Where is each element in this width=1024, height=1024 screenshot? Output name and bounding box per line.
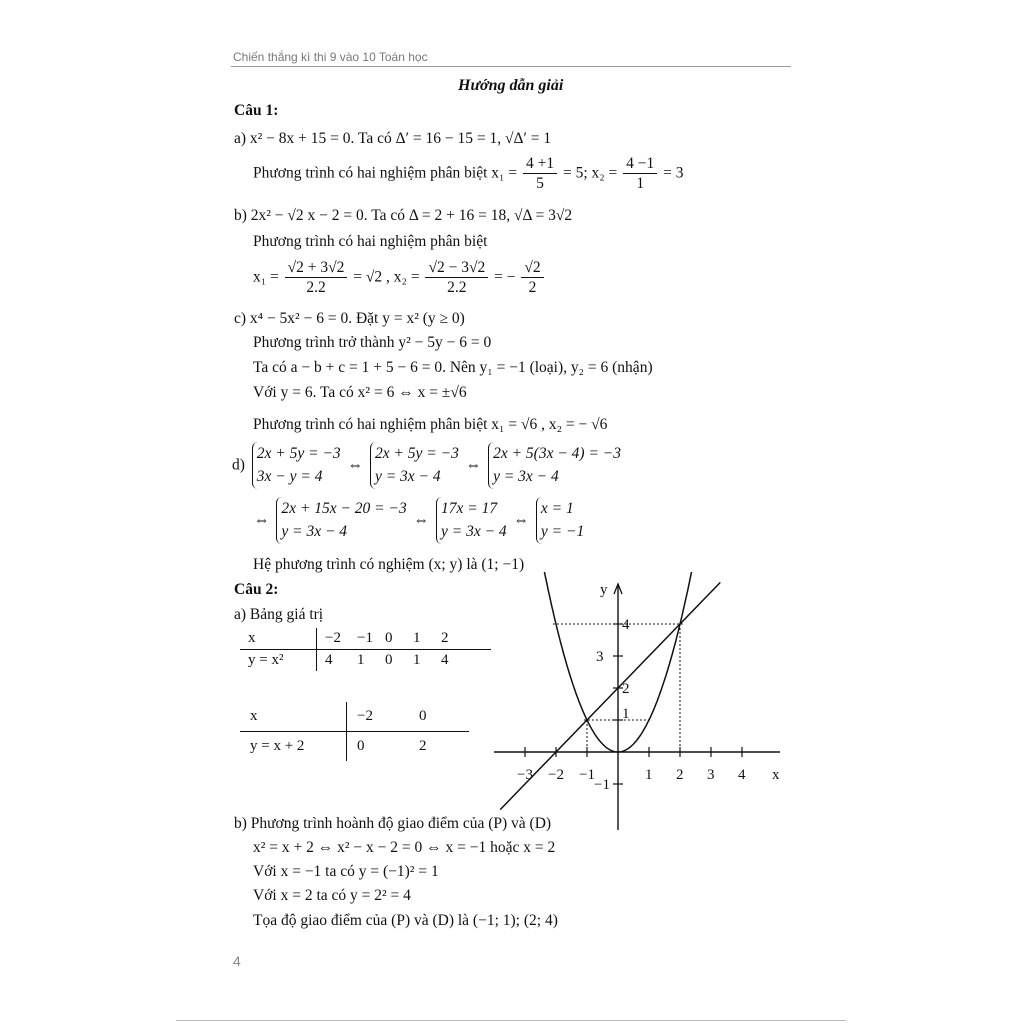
x-tick-label: 2 [676, 767, 684, 783]
axes [494, 584, 780, 830]
table-cell: 0 [419, 708, 427, 724]
cau2-label: Câu 2: [234, 581, 279, 598]
x-tick-label: −2 [548, 767, 564, 783]
equivalence-symbol: ⇔ [254, 511, 270, 529]
system-of-equations: 2x + 5y = −3 y = 3x − 4 [370, 442, 459, 489]
fraction: $\frac{√2 - 3√2}{2.2}$ [425, 258, 488, 298]
cau2-b-line4: Với x = 2 ta có y = 2² = 4 [253, 887, 411, 904]
cau1-d-row1 [232, 442, 624, 489]
y-tick-label: 1 [622, 706, 630, 722]
cau1-a-text: a) x² − 8x + 15 = 0. Ta có Δ′ = 16 − 15 = 1, [234, 130, 502, 147]
cau1-b-roots [253, 258, 546, 298]
table-cell: −2 [317, 628, 358, 650]
tick-labels [517, 582, 780, 793]
system-of-equations: x = 1 y = −1 [536, 497, 584, 544]
table-cell: 1 [413, 630, 421, 646]
cau1-b-intro: Phương trình có hai nghiệm phân biệt [253, 233, 488, 250]
y-axis-label: y [600, 582, 608, 598]
table-header-x: x [250, 708, 258, 724]
cau1-c-line1: Phương trình trở thành y² − 5y − 6 = 0 [253, 334, 492, 351]
graph-parabola-line [488, 572, 788, 834]
series [500, 572, 720, 810]
cau1-c-line2: Ta có a − b + c = 1 + 5 − 6 = 0. Nên y₁ = −1 (loại), y₂ = 6 (nhận) [253, 359, 653, 376]
cau1-a-intro: Phương trình có hai nghiệm phân biệt x₁ = [253, 164, 518, 182]
x-tick-label: 4 [738, 767, 746, 783]
cau2-b-line3: Với x = −1 ta có y = (−1)² = 1 [253, 863, 439, 880]
cau1-d-label: d) [232, 456, 245, 474]
table-cell: 4 [317, 650, 358, 672]
equivalence-symbol: ⇔ [513, 511, 530, 529]
page-title: Hướng dẫn giải [458, 77, 564, 94]
y-tick-label: −1 [594, 777, 610, 793]
table-cell: 0 [347, 732, 420, 762]
table-cell: −1 [357, 630, 373, 646]
system-of-equations: 2x + 15x − 20 = −3 y = 3x − 4 [276, 497, 406, 544]
cau1-label: Câu 1: [234, 102, 279, 119]
book-title: Chiến thắng kì thi 9 vào 10 Toán học [233, 50, 428, 64]
cau1-b-x1-result: = √2 , x₂ = [353, 268, 420, 286]
table-cell: 2 [441, 630, 449, 646]
line-y-x-plus-2 [500, 582, 720, 809]
table-cell: 2 [419, 738, 427, 754]
table-cell: 1 [413, 652, 421, 668]
table-header-y: y = x + 2 [250, 738, 305, 754]
cau1-d-row2 [254, 497, 587, 544]
footer-rule [176, 1020, 846, 1021]
fraction: $\frac{4 -1}{1}$ [623, 154, 657, 194]
cau2-b-line5: Tọa độ giao điểm của (P) và (D) là (−1; 1); (2; 4) [253, 912, 558, 929]
cau1-c-equation: c) x⁴ − 5x² − 6 = 0. Đặt y = x² (y ≥ 0) [234, 310, 465, 327]
system-of-equations: 2x + 5y = −3 3x − y = 4 [252, 442, 341, 489]
table-cell: 4 [441, 652, 449, 668]
cau2-a-intro: a) Bảng giá trị [234, 606, 324, 623]
cau1-a-equation [234, 130, 551, 148]
fraction: $\frac{√2 + 3√2}{2.2}$ [285, 258, 348, 298]
cau1-c-line4: Phương trình có hai nghiệm phân biệt x₁ = √6 , x₂ = − √6 [253, 416, 608, 433]
cau1-b-x1-label: x₁ = [253, 268, 279, 286]
page-number: 4 [233, 953, 241, 969]
x-axis-label: x [772, 767, 780, 783]
x-tick-label: −3 [517, 767, 533, 783]
cau2-b-line2: x² = x + 2 ⇔ x² − x − 2 = 0 ⇔ x = −1 hoặc x = 2 [253, 839, 556, 856]
table-header-y: y = x² [248, 652, 284, 668]
table-cell: 1 [357, 652, 365, 668]
equivalence-symbol: ⇔ [347, 456, 364, 474]
cau2-b-line1: b) Phương trình hoành độ giao điểm của (P) và (D) [234, 815, 552, 832]
x-tick-label: 3 [707, 767, 715, 783]
value-table-line [240, 702, 469, 761]
cau1-a-x1-result: = 5; x₂ = [562, 164, 618, 182]
fraction: $\frac{4 +1}{5}$ [523, 154, 557, 194]
cau1-a-roots [253, 154, 684, 194]
value-table-parabola [240, 628, 491, 671]
cau1-d-conclusion: Hệ phương trình có nghiệm (x; y) là (1; −1) [253, 556, 525, 573]
system-of-equations: 17x = 17 y = 3x − 4 [436, 497, 507, 544]
table-header-x: x [248, 630, 256, 646]
equivalence-symbol: ⇔ [465, 456, 482, 474]
cau1-a-root: √Δ′ = 1 [505, 130, 552, 147]
equivalence-symbol: ⇔ [413, 511, 430, 529]
cau1-a-x2-result: = 3 [663, 164, 684, 182]
fraction: $\frac{√2}{2}$ [521, 258, 543, 298]
y-tick-label: 4 [622, 617, 630, 633]
cau1-b-x2-result: = − [494, 268, 516, 286]
cau1-b-equation: b) 2x² − √2 x − 2 = 0. Ta có Δ = 2 + 16 = 18, √Δ = 3√2 [234, 207, 573, 224]
x-tick-label: 1 [645, 767, 653, 783]
cau1-c-line3: Với y = 6. Ta có x² = 6 ⇔ x = ±√6 [253, 384, 467, 401]
table-cell: −2 [347, 702, 420, 732]
x-tick-label: −1 [579, 767, 595, 783]
y-tick-label: 2 [622, 681, 630, 697]
header-rule [231, 66, 791, 67]
table-cell: 0 [385, 652, 393, 668]
y-tick-label: 3 [596, 649, 604, 665]
system-of-equations: 2x + 5(3x − 4) = −3 y = 3x − 4 [488, 442, 621, 489]
table-cell: 0 [385, 630, 393, 646]
